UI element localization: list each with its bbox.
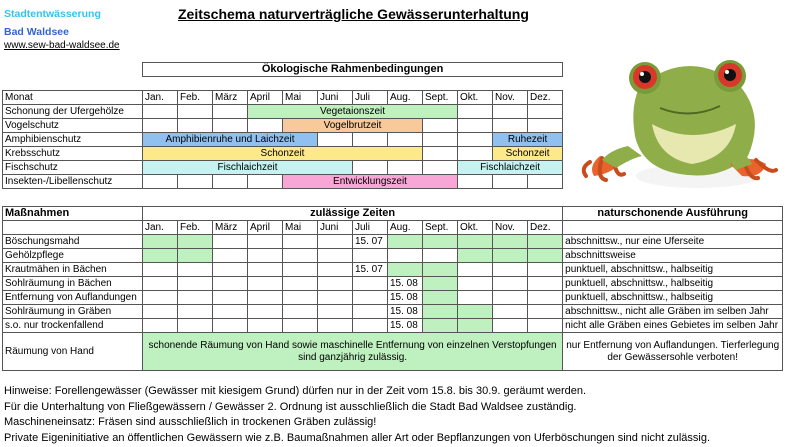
month-row-label: Monat [3,91,143,105]
measure-label: Entfernung von Auflandungen [3,291,143,305]
ecological-conditions-table [2,62,563,189]
month-header: Juli [353,91,388,105]
manual-clearing-note: schonende Räumung von Hand sowie maschinelle Entfernung von einzelnen Verstopfungen sind ganzjährig zulässig. [143,333,563,371]
month-header: Aug. [388,91,423,105]
eco-row-label: Schonung der Ufergehölze [3,105,143,119]
month-header: Nov. [493,221,528,235]
org-website-link[interactable]: www.sew-bad-waldsee.de [4,40,120,51]
earliest-date: 15. 08 [388,305,423,319]
eco-row-label: Amphibienschutz [3,133,143,147]
execution-note: nur Entfernung von Auflandungen. Tierferlegung der Gewässersohle verboten! [563,333,783,371]
month-header: April [248,91,283,105]
execution-note: punktuell, abschnittsw., halbseitig [563,263,783,277]
month-header: Feb. [178,221,213,235]
month-header: Juli [353,221,388,235]
month-header: Mai [283,221,318,235]
month-header: März [213,221,248,235]
measure-label: Gehölzpflege [3,249,143,263]
eco-row-label: Vogelschutz [3,119,143,133]
execution-note: punktuell, abschnittsw., halbseitig [563,277,783,291]
amphibian-spawning-bar: Amphibienruhe und Laichzeit [143,133,318,147]
execution-note: nicht alle Gräben eines Gebietes im selben Jahr [563,319,783,333]
eco-row-label: Insekten-/Libellenschutz [3,175,143,189]
fish-spawning-bar: Fischlaichzeit [143,161,353,175]
measure-label: Räumung von Hand [3,333,143,371]
measures-table [2,206,783,371]
vegetation-period-bar: Vegetaionszeit [248,105,458,119]
note-line: Maschineneinsatz: Fräsen sind ausschließlich in trockenen Gräben zulässig! [4,416,377,428]
eco-row-label: Fischschutz [3,161,143,175]
month-header: Jan. [143,221,178,235]
measure-label: Krautmähen in Bächen [3,263,143,277]
month-header: Aug. [388,221,423,235]
measure-label: Böschungsmahd [3,235,143,249]
month-header: April [248,221,283,235]
earliest-date: 15. 08 [388,277,423,291]
execution-note: punktuell, abschnittsw., halbseitig [563,291,783,305]
month-header: Okt. [458,221,493,235]
crayfish-closed-season-bar-2: Schonzeit [493,147,563,161]
measure-label: Sohlräumung in Bächen [3,277,143,291]
month-header: Mai [283,91,318,105]
org-name: Stadtentwässerung [4,8,101,20]
crayfish-closed-season-bar: Schonzeit [143,147,423,161]
amphibian-rest-bar: Ruhezeit [493,133,563,147]
measure-label: Sohlräumung in Gräben [3,305,143,319]
execution-column-header: naturschonende Ausführung [563,207,783,221]
eco-row-label: Krebsschutz [3,147,143,161]
earliest-date: 15. 07 [353,235,388,249]
earliest-date: 15. 08 [388,291,423,305]
measure-label: s.o. nur trockenfallend [3,319,143,333]
month-header: Dez. [528,91,563,105]
earliest-date: 15. 08 [388,319,423,333]
breeding-period-bar: Vogelbrutzeit [283,119,423,133]
notes-block [4,384,710,446]
note-line: Hinweise: Forellengewässer (Gewässer mit kiesigem Grund) dürfen nur in der Zeit vom 15.8. bis 30.9. geräumt werden. [4,385,587,397]
earliest-date: 15. 07 [353,263,388,277]
month-header: Dez. [528,221,563,235]
fish-spawning-bar-2: Fischlaichzeit [458,161,563,175]
month-header: Sept. [423,91,458,105]
frog-illustration [580,46,790,196]
month-header: Sept. [423,221,458,235]
month-header: Juni [318,221,353,235]
eco-heading: Ökologische Rahmenbedingungen [143,63,563,77]
org-city: Bad Waldsee [4,26,69,38]
month-header: Feb. [178,91,213,105]
month-header: Nov. [493,91,528,105]
month-header: Juni [318,91,353,105]
measures-column-header: Maßnahmen [3,207,143,221]
note-line: Private Eigeninitiative an öffentlichen Gewässern wie z.B. Baumaßnahmen aller Art oder Bepflanzungen von Uferböschungen sind nicht zulässig. [4,431,711,444]
execution-note: abschnittsweise [563,249,783,263]
month-header: März [213,91,248,105]
month-header: Okt. [458,91,493,105]
execution-note: abschnittsw., nur eine Uferseite [563,235,783,249]
page-title: Zeitschema naturverträgliche Gewässerunterhaltung [178,6,529,22]
insect-development-bar: Entwicklungszeit [283,175,458,189]
month-header: Jan. [143,91,178,105]
times-column-header: zulässige Zeiten [143,207,563,221]
note-line: Für die Unterhaltung von Fließgewässern / Gewässer 2. Ordnung ist ausschließlich die Stadt Bad Waldsee zuständig. [4,400,577,413]
execution-note: abschnittsw., nicht alle Gräben im selben Jahr [563,305,783,319]
